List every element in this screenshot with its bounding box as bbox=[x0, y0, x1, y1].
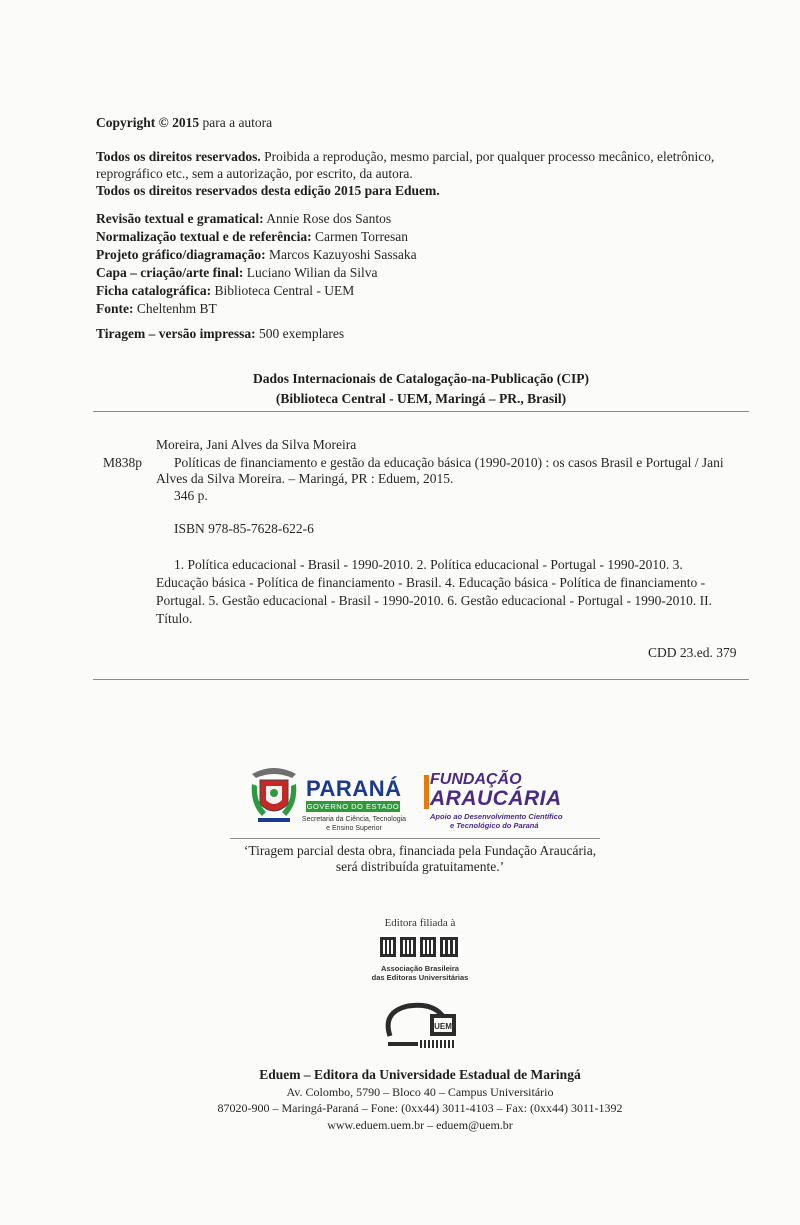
cip-title-1: Dados Internacionais de Catalogação-na-Publicação (CIP) bbox=[253, 371, 589, 386]
cip-pages: 346 p. bbox=[174, 488, 208, 503]
credit-ficha: Ficha catalográfica: Biblioteca Central - UEM bbox=[96, 283, 355, 298]
publisher-address: Av. Colombo, 5790 – Bloco 40 – Campus Universitário bbox=[286, 1085, 554, 1099]
eduem-logo bbox=[378, 1000, 464, 1058]
abeu-logo bbox=[378, 933, 462, 961]
parana-government-bar: GOVERNO DO ESTADO bbox=[306, 802, 400, 811]
parana-name: PARANÁ bbox=[306, 776, 402, 801]
credit-revisao: Revisão textual e gramatical: Annie Rose dos Santos bbox=[96, 211, 392, 226]
cip-title-line-1: Políticas de financiamento e gestão da educação básica (1990-2010) : os casos Brasil e Portugal / Jani bbox=[174, 455, 724, 470]
abeu-name: Associação Brasileira das Editoras Universitárias bbox=[371, 964, 469, 982]
cip-cdd: CDD 23.ed. 379 bbox=[648, 645, 737, 660]
publisher-name: Eduem – Editora da Universidade Estadual de Maringá bbox=[259, 1067, 581, 1082]
copyright-line bbox=[96, 114, 272, 131]
sponsor-rule bbox=[230, 838, 600, 839]
credits-block bbox=[96, 210, 417, 317]
rights-label: Todos os direitos reservados. bbox=[96, 149, 261, 164]
rights-text-1: Proibida a reprodução, mesmo parcial, por qualquer processo mecânico, eletrônico, bbox=[260, 149, 715, 164]
sponsor-note-1: ‘Tiragem parcial desta obra, financiada pela Fundação Araucária, bbox=[243, 843, 597, 858]
publisher-web: www.eduem.uem.br – eduem@uem.br bbox=[327, 1118, 513, 1132]
cip-title-line-2: Alves da Silva Moreira. – Maringá, PR : Eduem, 2015. bbox=[156, 471, 454, 486]
credit-normalizacao: Normalização textual e de referência: Carmen Torresan bbox=[96, 229, 408, 244]
rights-line-2: reprográfico etc., sem a autorização, por escrito, da autora. bbox=[96, 166, 413, 181]
cip-subject-1: 1. Política educacional - Brasil - 1990-2010. 2. Política educacional - Portugal - 1990-2010. 3. bbox=[174, 557, 683, 572]
credit-capa: Capa – criação/arte final: Luciano Wilian da Silva bbox=[96, 265, 378, 280]
rights-line-1 bbox=[96, 148, 714, 165]
cip-bottom-rule bbox=[93, 679, 749, 680]
sponsor-note-2: será distribuída gratuitamente.’ bbox=[335, 859, 505, 874]
rights-edition: Todos os direitos reservados desta edição 2015 para Eduem. bbox=[96, 183, 440, 198]
cip-top-rule bbox=[93, 411, 749, 412]
print-run: Tiragem – versão impressa: 500 exemplares bbox=[96, 326, 345, 341]
cip-subject-4: Título. bbox=[156, 611, 193, 626]
cip-subject-3: Portugal. 5. Gestão educacional - Brasil - 1990-2010. 6. Gestão educacional - Portugal - 1990-2010. II. bbox=[156, 593, 712, 608]
abeu-caption: Editora filiada à bbox=[384, 917, 456, 929]
credit-projeto: Projeto gráfico/diagramação: Marcos Kazuyoshi Sassaka bbox=[96, 247, 417, 262]
fundacao-accent-bar bbox=[424, 775, 429, 809]
parana-dept: Secretaria da Ciência, Tecnologia e Ensino Superior bbox=[301, 816, 407, 832]
cip-subject-2: Educação básica - Política de financiamento - Brasil. 4. Educação básica - Política de financiamento - bbox=[156, 575, 706, 590]
svg-text:UEM: UEM bbox=[434, 1022, 452, 1031]
cip-call-number: M838p bbox=[103, 455, 143, 470]
cip-author: Moreira, Jani Alves da Silva Moreira bbox=[156, 437, 357, 452]
fundacao-araucaria-logo: FUNDAÇÃO ARAUCÁRIA Apoio ao Desenvolvimento Científico e Tecnológico do Paraná bbox=[430, 771, 563, 830]
copyright-label: Copyright © 2015 bbox=[96, 115, 200, 130]
cip-isbn: ISBN 978-85-7628-622-6 bbox=[174, 521, 314, 536]
credit-fonte: Fonte: Cheltenhm BT bbox=[96, 301, 217, 316]
publisher-phones: 87020-900 – Maringá-Paraná – Fone: (0xx44) 3011-4103 – Fax: (0xx44) 3011-1392 bbox=[217, 1101, 623, 1115]
copyright-text: para a autora bbox=[199, 115, 273, 130]
cip-title-2: (Biblioteca Central - UEM, Maringá – PR., Brasil) bbox=[275, 391, 567, 406]
